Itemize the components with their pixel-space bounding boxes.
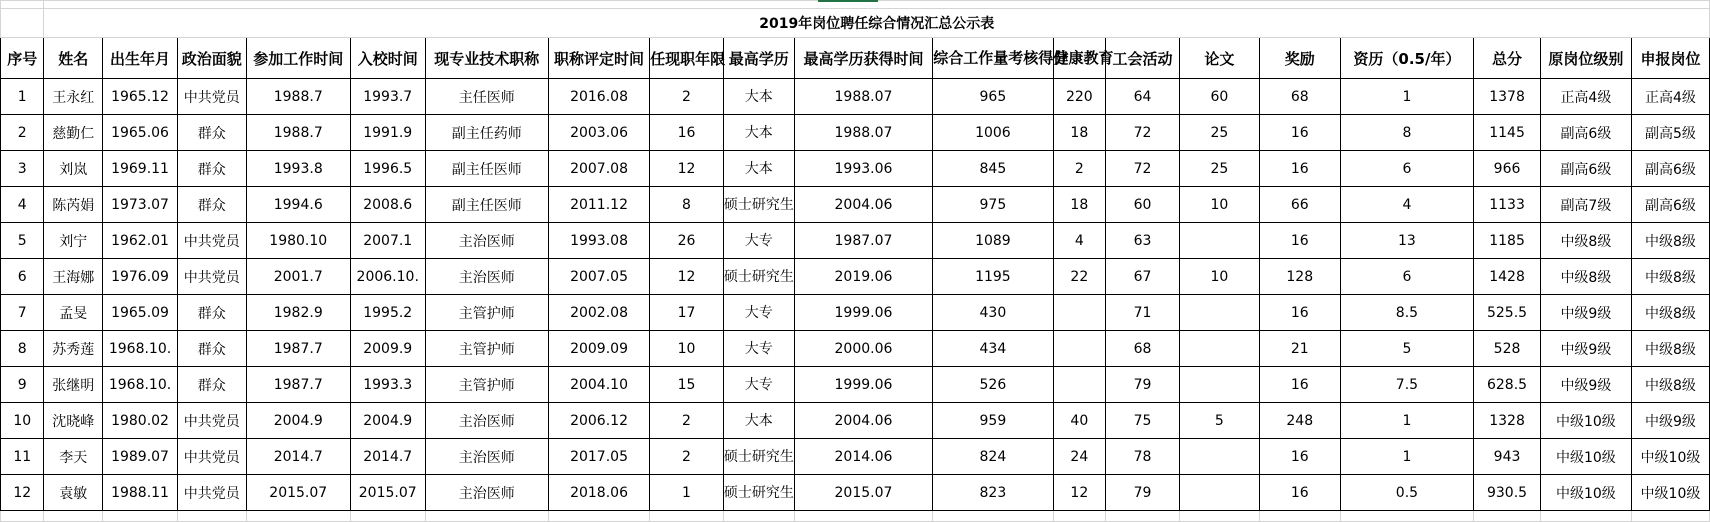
cell-col-seniority[interactable]: 5 (1340, 331, 1473, 367)
cell-col-political[interactable]: 群众 (177, 151, 246, 187)
cell-col-work-start[interactable]: 1988.7 (246, 115, 350, 151)
header-row (1, 38, 1710, 79)
cell-col-education[interactable]: 硕士研究生 (723, 439, 794, 475)
cell-col-workload-score[interactable]: 1195 (933, 259, 1053, 295)
header-col-tenure: 任现职年限 (650, 38, 724, 79)
cell-col-total[interactable]: 525.5 (1474, 295, 1541, 331)
cell-col-union[interactable]: 60 (1106, 187, 1180, 223)
spacer-row (1, 511, 1710, 522)
header-col-awards: 奖励 (1259, 38, 1340, 79)
cell-col-union[interactable]: 79 (1106, 367, 1180, 403)
cell-col-seniority[interactable]: 8 (1340, 115, 1473, 151)
cell-col-title-date[interactable]: 2002.08 (548, 295, 649, 331)
table-row (1, 259, 1710, 295)
header-col-title: 现专业技术职称 (425, 38, 548, 79)
cell-col-seniority[interactable]: 0.5 (1340, 475, 1473, 511)
cell-col-health-edu[interactable]: 2 (1053, 151, 1106, 187)
cell-col-education[interactable]: 大本 (723, 403, 794, 439)
cell-col-birth[interactable]: 1980.02 (103, 403, 178, 439)
cell-col-apply-level[interactable]: 中级9级 (1631, 403, 1709, 439)
cell-col-tenure[interactable]: 16 (650, 115, 724, 151)
table-row (1, 151, 1710, 187)
cell-col-workload-score[interactable]: 823 (933, 475, 1053, 511)
cell-col-union[interactable]: 78 (1106, 439, 1180, 475)
cell-col-awards[interactable]: 16 (1259, 295, 1340, 331)
cell-col-work-start[interactable]: 1994.6 (246, 187, 350, 223)
header-col-workload-score: 综合工作量考核得分 (933, 38, 1053, 79)
cell-col-index[interactable]: 11 (1, 439, 44, 475)
cell-col-school-entry[interactable]: 2015.07 (350, 475, 425, 511)
cell-col-birth[interactable]: 1968.10. (103, 367, 178, 403)
cell-col-name[interactable]: 苏秀莲 (44, 331, 103, 367)
cell-col-birth[interactable]: 1989.07 (103, 439, 178, 475)
cell-col-papers[interactable] (1179, 223, 1259, 259)
selection-indicator (818, 0, 878, 2)
cell-col-total[interactable]: 930.5 (1474, 475, 1541, 511)
cell-col-workload-score[interactable]: 1089 (933, 223, 1053, 259)
header-col-work-start: 参加工作时间 (246, 38, 350, 79)
cell-col-title[interactable]: 主治医师 (425, 439, 548, 475)
cell-col-education[interactable]: 大专 (723, 295, 794, 331)
table-row (1, 187, 1710, 223)
cell-col-tenure[interactable]: 10 (650, 331, 724, 367)
cell-col-education[interactable]: 硕士研究生 (723, 187, 794, 223)
cell-col-education-date[interactable]: 2015.07 (794, 475, 933, 511)
cell-col-orig-level[interactable]: 副高6级 (1540, 151, 1631, 187)
cell-col-orig-level[interactable]: 中级9级 (1540, 367, 1631, 403)
cell-col-apply-level[interactable]: 中级10级 (1631, 439, 1709, 475)
cell-col-education[interactable]: 大专 (723, 367, 794, 403)
header-col-education-date: 最高学历获得时间 (794, 38, 933, 79)
cell-col-workload-score[interactable]: 824 (933, 439, 1053, 475)
title-row (1, 9, 1710, 38)
cell-col-birth[interactable]: 1965.12 (103, 79, 178, 115)
cell-col-education-date[interactable]: 1987.07 (794, 223, 933, 259)
cell-col-health-edu[interactable]: 22 (1053, 259, 1106, 295)
cell-col-health-edu[interactable]: 24 (1053, 439, 1106, 475)
cell-col-health-edu[interactable]: 220 (1053, 79, 1106, 115)
cell-col-apply-level[interactable]: 正高4级 (1631, 79, 1709, 115)
cell-col-index[interactable]: 8 (1, 331, 44, 367)
cell-col-awards[interactable]: 16 (1259, 367, 1340, 403)
cell-col-apply-level[interactable]: 副高6级 (1631, 151, 1709, 187)
cell-col-workload-score[interactable]: 975 (933, 187, 1053, 223)
cell-col-papers[interactable]: 10 (1179, 259, 1259, 295)
cell-col-total[interactable]: 966 (1474, 151, 1541, 187)
cell-col-tenure[interactable]: 2 (650, 439, 724, 475)
cell-col-health-edu[interactable]: 4 (1053, 223, 1106, 259)
cell-col-health-edu[interactable] (1053, 331, 1106, 367)
cell-col-title-date[interactable]: 2007.08 (548, 151, 649, 187)
cell-col-political[interactable]: 群众 (177, 115, 246, 151)
header-col-total: 总分 (1474, 38, 1541, 79)
header-col-political: 政治面貌 (177, 38, 246, 79)
cell-col-political[interactable]: 群众 (177, 187, 246, 223)
cell-col-education-date[interactable]: 2004.06 (794, 403, 933, 439)
cell-col-total[interactable]: 1133 (1474, 187, 1541, 223)
table-row (1, 295, 1710, 331)
cell-col-orig-level[interactable]: 副高6级 (1540, 115, 1631, 151)
cell-col-papers[interactable] (1179, 439, 1259, 475)
cell-col-index[interactable]: 2 (1, 115, 44, 151)
cell-col-apply-level[interactable]: 中级8级 (1631, 331, 1709, 367)
cell-col-awards[interactable]: 16 (1259, 439, 1340, 475)
cell-col-papers[interactable] (1179, 331, 1259, 367)
cell-col-total[interactable]: 1428 (1474, 259, 1541, 295)
cell-col-orig-level[interactable]: 正高4级 (1540, 79, 1631, 115)
cell-col-workload-score[interactable]: 430 (933, 295, 1053, 331)
cell-col-work-start[interactable]: 1987.7 (246, 367, 350, 403)
table-row (1, 79, 1710, 115)
cell-col-name[interactable]: 李天 (44, 439, 103, 475)
cell-col-work-start[interactable]: 1993.8 (246, 151, 350, 187)
cell-col-seniority[interactable]: 7.5 (1340, 367, 1473, 403)
cell-col-political[interactable]: 群众 (177, 367, 246, 403)
cell-col-school-entry[interactable]: 2009.9 (350, 331, 425, 367)
header-col-title-date: 职称评定时间 (548, 38, 649, 79)
cell-col-apply-level[interactable]: 副高6级 (1631, 187, 1709, 223)
cell-col-name[interactable]: 袁敏 (44, 475, 103, 511)
cell-col-political[interactable]: 中共党员 (177, 475, 246, 511)
cell-col-school-entry[interactable]: 1993.3 (350, 367, 425, 403)
cell-col-papers[interactable]: 25 (1179, 115, 1259, 151)
cell-col-title-date[interactable]: 1993.08 (548, 223, 649, 259)
cell-col-total[interactable]: 943 (1474, 439, 1541, 475)
cell-col-awards[interactable]: 66 (1259, 187, 1340, 223)
cell-col-title-date[interactable]: 2007.05 (548, 259, 649, 295)
cell-col-school-entry[interactable]: 2006.10. (350, 259, 425, 295)
cell-col-total[interactable]: 1145 (1474, 115, 1541, 151)
cell-col-tenure[interactable]: 8 (650, 187, 724, 223)
cell-col-union[interactable]: 63 (1106, 223, 1180, 259)
cell-col-education[interactable]: 硕士研究生 (723, 475, 794, 511)
cell-col-workload-score[interactable]: 1006 (933, 115, 1053, 151)
cell-col-workload-score[interactable]: 526 (933, 367, 1053, 403)
cell-col-title-date[interactable]: 2003.06 (548, 115, 649, 151)
cell-col-union[interactable]: 79 (1106, 475, 1180, 511)
cell-col-awards[interactable]: 68 (1259, 79, 1340, 115)
cell-col-work-start[interactable]: 2001.7 (246, 259, 350, 295)
cell-col-work-start[interactable]: 1988.7 (246, 79, 350, 115)
cell-col-orig-level[interactable]: 中级8级 (1540, 223, 1631, 259)
cell-col-seniority[interactable]: 6 (1340, 151, 1473, 187)
cell-col-seniority[interactable]: 1 (1340, 403, 1473, 439)
cell-col-title[interactable]: 主治医师 (425, 259, 548, 295)
cell-col-title[interactable]: 主任医师 (425, 79, 548, 115)
cell-col-total[interactable]: 1328 (1474, 403, 1541, 439)
cell-col-birth[interactable]: 1965.06 (103, 115, 178, 151)
cell-col-title-date[interactable]: 2011.12 (548, 187, 649, 223)
cell-col-tenure[interactable]: 2 (650, 403, 724, 439)
cell-col-name[interactable]: 刘宁 (44, 223, 103, 259)
cell-col-workload-score[interactable]: 845 (933, 151, 1053, 187)
cell-col-title[interactable]: 主管护师 (425, 367, 548, 403)
cell-col-index[interactable]: 12 (1, 475, 44, 511)
cell-col-title-date[interactable]: 2017.05 (548, 439, 649, 475)
cell-col-birth[interactable]: 1965.09 (103, 295, 178, 331)
cell-col-school-entry[interactable]: 1995.2 (350, 295, 425, 331)
cell-col-education-date[interactable]: 2014.06 (794, 439, 933, 475)
cell-col-papers[interactable]: 10 (1179, 187, 1259, 223)
cell-col-work-start[interactable]: 2004.9 (246, 403, 350, 439)
table-title: 2019年岗位聘任综合情况汇总公示表 (44, 9, 1710, 38)
cell-col-education-date[interactable]: 1999.06 (794, 295, 933, 331)
cell-col-orig-level[interactable]: 副高7级 (1540, 187, 1631, 223)
cell-col-title[interactable]: 副主任医师 (425, 187, 548, 223)
cell-col-tenure[interactable]: 26 (650, 223, 724, 259)
cell-col-apply-level[interactable]: 中级8级 (1631, 367, 1709, 403)
cell-col-political[interactable]: 中共党员 (177, 259, 246, 295)
cell-col-title-date[interactable]: 2006.12 (548, 403, 649, 439)
cell-col-papers[interactable]: 25 (1179, 151, 1259, 187)
cell-col-name[interactable]: 张继明 (44, 367, 103, 403)
cell-col-tenure[interactable]: 15 (650, 367, 724, 403)
cell-col-tenure[interactable]: 12 (650, 259, 724, 295)
table-row (1, 403, 1710, 439)
cell-col-work-start[interactable]: 2014.7 (246, 439, 350, 475)
cell-col-index[interactable]: 5 (1, 223, 44, 259)
cell-col-union[interactable]: 75 (1106, 403, 1180, 439)
cell-col-health-edu[interactable]: 18 (1053, 115, 1106, 151)
cell-col-seniority[interactable]: 6 (1340, 259, 1473, 295)
cell-col-school-entry[interactable]: 1991.9 (350, 115, 425, 151)
table-row (1, 439, 1710, 475)
cell-col-tenure[interactable]: 2 (650, 79, 724, 115)
header-col-union: 工会活动 (1106, 38, 1180, 79)
header-col-health-edu: 健康教育 (1053, 38, 1106, 79)
cell-col-apply-level[interactable]: 中级8级 (1631, 295, 1709, 331)
cell-col-total[interactable]: 528 (1474, 331, 1541, 367)
cell-col-awards[interactable]: 16 (1259, 115, 1340, 151)
cell-col-birth[interactable]: 1962.01 (103, 223, 178, 259)
cell-col-education[interactable]: 大专 (723, 223, 794, 259)
table-row (1, 223, 1710, 259)
cell-col-work-start[interactable]: 1987.7 (246, 331, 350, 367)
cell-col-union[interactable]: 64 (1106, 79, 1180, 115)
cell-col-seniority[interactable]: 1 (1340, 439, 1473, 475)
cell-col-papers[interactable] (1179, 475, 1259, 511)
cell-col-union[interactable]: 72 (1106, 151, 1180, 187)
table-row (1, 331, 1710, 367)
cell-col-orig-level[interactable]: 中级8级 (1540, 259, 1631, 295)
cell-col-seniority[interactable]: 1 (1340, 79, 1473, 115)
cell-col-title[interactable]: 副主任医师 (425, 151, 548, 187)
cell-col-union[interactable]: 72 (1106, 115, 1180, 151)
cell-col-workload-score[interactable]: 434 (933, 331, 1053, 367)
cell-col-title-date[interactable]: 2004.10 (548, 367, 649, 403)
header-col-education: 最高学历 (723, 38, 794, 79)
cell-col-school-entry[interactable]: 2008.6 (350, 187, 425, 223)
cell-col-political[interactable]: 群众 (177, 331, 246, 367)
cell-col-political[interactable]: 中共党员 (177, 403, 246, 439)
header-col-index: 序号 (1, 38, 44, 79)
cell-col-political[interactable]: 中共党员 (177, 223, 246, 259)
cell-col-seniority[interactable]: 8.5 (1340, 295, 1473, 331)
cell-col-papers[interactable] (1179, 367, 1259, 403)
cell-col-title-date[interactable]: 2016.08 (548, 79, 649, 115)
cell-col-education[interactable]: 大本 (723, 151, 794, 187)
cell-col-tenure[interactable]: 1 (650, 475, 724, 511)
cell-col-birth[interactable]: 1969.11 (103, 151, 178, 187)
cell-col-orig-level[interactable]: 中级10级 (1540, 475, 1631, 511)
cell-col-name[interactable]: 沈晓峰 (44, 403, 103, 439)
cell-col-birth[interactable]: 1976.09 (103, 259, 178, 295)
cell-col-awards[interactable]: 16 (1259, 223, 1340, 259)
cell-col-title[interactable]: 主管护师 (425, 331, 548, 367)
header-col-apply-level: 申报岗位 (1631, 38, 1709, 79)
cell-col-apply-level[interactable]: 中级8级 (1631, 223, 1709, 259)
cell-col-awards[interactable]: 16 (1259, 151, 1340, 187)
cell-col-title[interactable]: 主治医师 (425, 403, 548, 439)
cell-col-education-date[interactable]: 2004.06 (794, 187, 933, 223)
cell-col-index[interactable]: 1 (1, 79, 44, 115)
cell-col-index[interactable]: 3 (1, 151, 44, 187)
cell-col-orig-level[interactable]: 中级10级 (1540, 439, 1631, 475)
cell-col-awards[interactable]: 248 (1259, 403, 1340, 439)
cell-col-name[interactable]: 陈芮娟 (44, 187, 103, 223)
header-col-papers: 论文 (1179, 38, 1259, 79)
cell-col-index[interactable]: 7 (1, 295, 44, 331)
header-col-seniority: 资历（0.5/年） (1340, 38, 1473, 79)
cell-col-work-start[interactable]: 1982.9 (246, 295, 350, 331)
cell-col-birth[interactable]: 1988.11 (103, 475, 178, 511)
cell-col-workload-score[interactable]: 959 (933, 403, 1053, 439)
cell-col-education-date[interactable]: 1993.06 (794, 151, 933, 187)
cell-col-workload-score[interactable]: 965 (933, 79, 1053, 115)
cell-col-school-entry[interactable]: 1996.5 (350, 151, 425, 187)
cell-col-title[interactable]: 主治医师 (425, 475, 548, 511)
cell-col-apply-level[interactable]: 副高5级 (1631, 115, 1709, 151)
cell-col-title[interactable]: 主治医师 (425, 223, 548, 259)
cell-col-education[interactable]: 硕士研究生 (723, 259, 794, 295)
cell-col-education-date[interactable]: 2000.06 (794, 331, 933, 367)
cell-col-education[interactable]: 大本 (723, 115, 794, 151)
header-col-orig-level: 原岗位级别 (1540, 38, 1631, 79)
cell-col-name[interactable]: 刘岚 (44, 151, 103, 187)
cell-col-papers[interactable]: 60 (1179, 79, 1259, 115)
cell-col-index[interactable]: 9 (1, 367, 44, 403)
cell-col-index[interactable]: 4 (1, 187, 44, 223)
cell-col-apply-level[interactable]: 中级10级 (1631, 475, 1709, 511)
cell-col-political[interactable]: 中共党员 (177, 439, 246, 475)
cell-col-work-start[interactable]: 1980.10 (246, 223, 350, 259)
cell-col-title-date[interactable]: 2009.09 (548, 331, 649, 367)
cell-col-awards[interactable]: 16 (1259, 475, 1340, 511)
cell-col-tenure[interactable]: 17 (650, 295, 724, 331)
cell-col-school-entry[interactable]: 1993.7 (350, 79, 425, 115)
cell-col-health-edu[interactable]: 12 (1053, 475, 1106, 511)
cell-col-school-entry[interactable]: 2014.7 (350, 439, 425, 475)
cell-col-political[interactable]: 中共党员 (177, 79, 246, 115)
cell-col-total[interactable]: 1185 (1474, 223, 1541, 259)
cell-col-health-edu[interactable] (1053, 295, 1106, 331)
cell-col-education-date[interactable]: 1988.07 (794, 79, 933, 115)
table-row (1, 475, 1710, 511)
table-row (1, 367, 1710, 403)
cell-col-health-edu[interactable] (1053, 367, 1106, 403)
cell-col-education[interactable]: 大本 (723, 79, 794, 115)
cell-col-papers[interactable] (1179, 295, 1259, 331)
cell-col-orig-level[interactable]: 中级9级 (1540, 295, 1631, 331)
cell-col-orig-level[interactable]: 中级10级 (1540, 403, 1631, 439)
cell-col-education-date[interactable]: 1999.06 (794, 367, 933, 403)
cell-col-education-date[interactable]: 2019.06 (794, 259, 933, 295)
header-col-school-entry: 入校时间 (350, 38, 425, 79)
table-row (1, 115, 1710, 151)
cell-col-seniority[interactable]: 13 (1340, 223, 1473, 259)
cell-col-awards[interactable]: 128 (1259, 259, 1340, 295)
cell-col-health-edu[interactable]: 40 (1053, 403, 1106, 439)
cell-col-awards[interactable]: 21 (1259, 331, 1340, 367)
header-col-name: 姓名 (44, 38, 103, 79)
cell-col-birth[interactable]: 1973.07 (103, 187, 178, 223)
cell-col-name[interactable]: 慈勤仁 (44, 115, 103, 151)
cell-col-tenure[interactable]: 12 (650, 151, 724, 187)
cell-col-education[interactable]: 大专 (723, 331, 794, 367)
cell-col-title-date[interactable]: 2018.06 (548, 475, 649, 511)
cell-col-papers[interactable]: 5 (1179, 403, 1259, 439)
cell-col-total[interactable]: 1378 (1474, 79, 1541, 115)
cell-col-union[interactable]: 68 (1106, 331, 1180, 367)
cell-col-name[interactable]: 孟旻 (44, 295, 103, 331)
cell-col-birth[interactable]: 1968.10. (103, 331, 178, 367)
cell-col-name[interactable]: 王海娜 (44, 259, 103, 295)
cell-col-school-entry[interactable]: 2007.1 (350, 223, 425, 259)
cell-col-name[interactable]: 王永红 (44, 79, 103, 115)
cell-col-union[interactable]: 67 (1106, 259, 1180, 295)
cell-col-work-start[interactable]: 2015.07 (246, 475, 350, 511)
cell-col-apply-level[interactable]: 中级8级 (1631, 259, 1709, 295)
cell-col-political[interactable]: 群众 (177, 295, 246, 331)
cell-col-title[interactable]: 副主任药师 (425, 115, 548, 151)
cell-col-union[interactable]: 71 (1106, 295, 1180, 331)
cell-col-index[interactable]: 10 (1, 403, 44, 439)
cell-col-index[interactable]: 6 (1, 259, 44, 295)
cell-col-education-date[interactable]: 1988.07 (794, 115, 933, 151)
header-col-birth: 出生年月 (103, 38, 178, 79)
cell-col-seniority[interactable]: 4 (1340, 187, 1473, 223)
cell-col-total[interactable]: 628.5 (1474, 367, 1541, 403)
cell-col-orig-level[interactable]: 中级9级 (1540, 331, 1631, 367)
cell-col-title[interactable]: 主管护师 (425, 295, 548, 331)
cell-col-school-entry[interactable]: 2004.9 (350, 403, 425, 439)
cell-col-health-edu[interactable]: 18 (1053, 187, 1106, 223)
